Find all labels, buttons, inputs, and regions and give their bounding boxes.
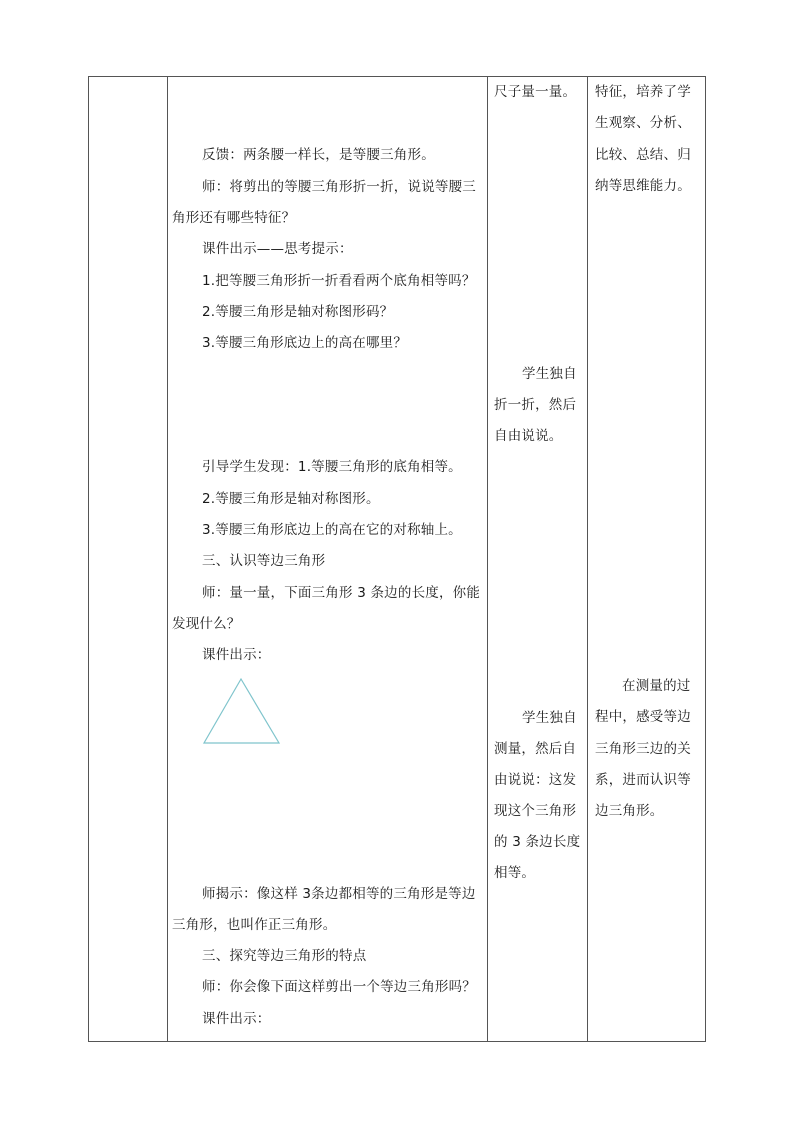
text-line: 由说说：这发 — [494, 772, 577, 788]
text-line: 2.等腰三角形是轴对称图形。 — [202, 491, 380, 507]
text-line: 3.等腰三角形底边上的高在它的对称轴上。 — [202, 522, 462, 538]
text-line: 学生独自 — [522, 710, 577, 726]
text-line: 自由说说。 — [494, 428, 563, 444]
text-line: 3.等腰三角形底边上的高在哪里？ — [202, 335, 408, 351]
text-line: 角形还有哪些特征？ — [172, 210, 296, 226]
equilateral-triangle-figure — [198, 672, 284, 748]
text-line: 纳等思维能力。 — [595, 178, 691, 194]
section-heading: 三、探究等边三角形的特点 — [202, 948, 367, 964]
text-line: 学生独自 — [522, 366, 577, 382]
section-heading: 三、认识等边三角形 — [202, 553, 326, 569]
text-line: 尺子量一量。 — [494, 84, 577, 100]
text-line: 师：量一量，下面三角形 3 条边的长度，你能 — [202, 585, 481, 601]
text-line: 师：你会像下面这样剪出一个等边三角形吗？ — [202, 979, 476, 995]
column-divider-3 — [587, 76, 588, 1042]
text-line: 系，进而认识等 — [595, 772, 691, 788]
text-line: 特征，培养了学 — [595, 84, 691, 100]
text-line: 边三角形。 — [595, 803, 664, 819]
text-line: 师：将剪出的等腰三角形折一折，说说等腰三 — [202, 179, 476, 195]
column-divider-1 — [167, 76, 168, 1042]
text-line: 折一折，然后 — [494, 397, 577, 413]
text-line: 的 3 条边长度 — [494, 834, 581, 850]
text-line: 三角形，也叫作正三角形。 — [172, 917, 337, 933]
text-line: 相等。 — [494, 865, 536, 881]
text-line: 在测量的过 — [622, 678, 691, 694]
text-line: 反馈：两条腰一样长，是等腰三角形。 — [202, 147, 435, 163]
text-line: 发现什么？ — [172, 616, 241, 632]
text-line: 1.把等腰三角形折一折看看两个底角相等吗？ — [202, 273, 476, 289]
text-line: 2.等腰三角形是轴对称图形码？ — [202, 304, 394, 320]
text-line: 课件出示： — [202, 647, 271, 663]
text-line: 程中，感受等边 — [595, 709, 691, 725]
text-line: 课件出示： — [202, 1011, 271, 1027]
text-line: 比较、总结、归 — [595, 147, 691, 163]
text-line: 师揭示：像这样 3条边都相等的三角形是等边 — [202, 886, 476, 902]
column-divider-2 — [487, 76, 488, 1042]
text-line: 生观察、分析、 — [595, 115, 691, 131]
text-line: 测量，然后自 — [494, 741, 577, 757]
text-line: 引导学生发现：1.等腰三角形的底角相等。 — [202, 459, 462, 475]
text-line: 课件出示——思考提示： — [202, 241, 353, 257]
text-line: 三角形三边的关 — [595, 741, 691, 757]
text-line: 现这个三角形 — [494, 803, 577, 819]
